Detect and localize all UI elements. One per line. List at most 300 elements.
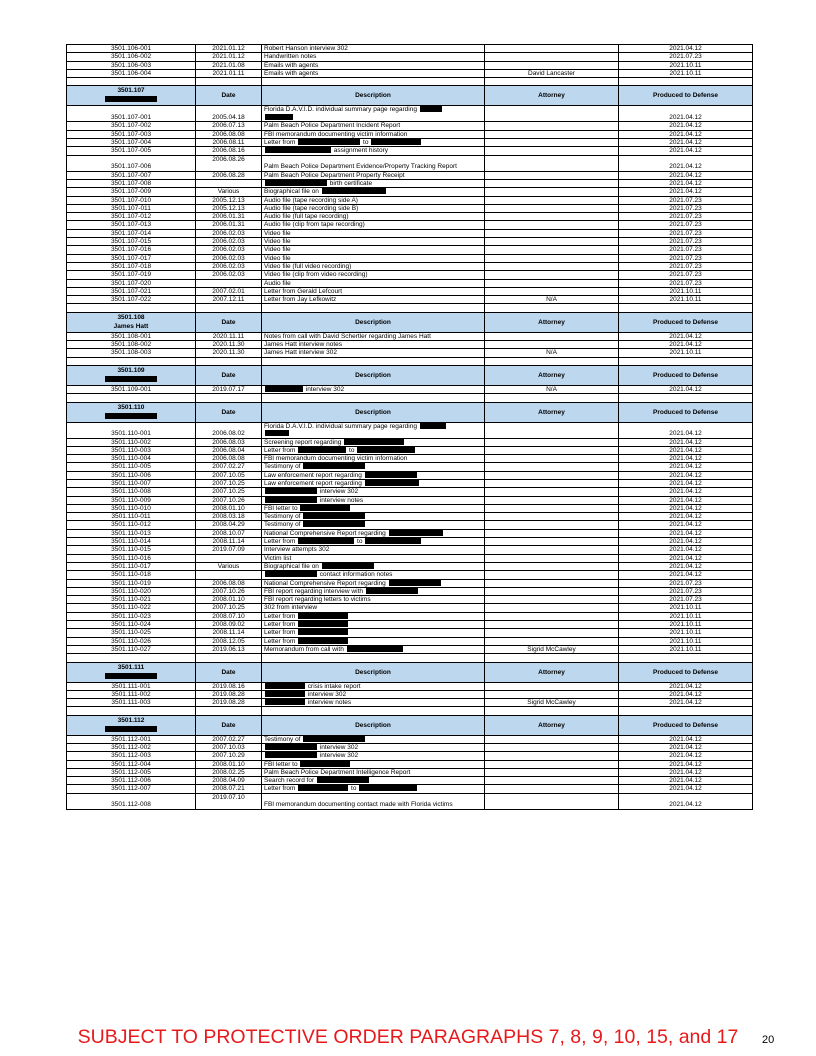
spacer-cell [619, 304, 753, 312]
exhibit-date: 2006.08.03 [196, 438, 262, 446]
description-text: Victim list [264, 554, 292, 562]
exhibit-description [262, 529, 485, 537]
exhibit-date: 2006.08.02 [196, 422, 262, 438]
exhibit-id: 3501.110-022 [67, 604, 196, 612]
redaction-box [298, 629, 348, 635]
exhibit-date: 2006.02.03 [196, 271, 262, 279]
exhibit-attorney [485, 562, 619, 570]
exhibit-id: 3501.112-001 [67, 735, 196, 743]
produced-date: 2021.04.12 [619, 699, 753, 707]
exhibit-description [262, 287, 485, 295]
description-text: Robert Hanson interview 302 [264, 45, 348, 52]
description-text: Letter from [264, 637, 298, 645]
description-text: interview notes [318, 496, 364, 504]
exhibit-id: 3501.107-007 [67, 171, 196, 179]
produced-date: 2021.04.12 [619, 571, 753, 579]
exhibit-id: 3501.107-021 [67, 287, 196, 295]
produced-date: 2021.07.23 [619, 238, 753, 246]
section-id-cell [67, 662, 196, 682]
redaction-box [303, 463, 365, 469]
description-text: Search record for [264, 777, 317, 785]
description-text: assignment history [332, 147, 388, 155]
redaction-box [298, 638, 348, 644]
exhibit-date: 2008.02.25 [196, 768, 262, 776]
exhibit-attorney [485, 61, 619, 69]
redaction-box [365, 472, 417, 478]
table-row [67, 546, 753, 554]
exhibit-description [262, 254, 485, 262]
produced-date: 2021.10.11 [619, 296, 753, 304]
exhibit-attorney: Sigrid McCawley [485, 645, 619, 653]
exhibit-id: 3501.110-001 [67, 422, 196, 438]
exhibit-id: 3501.107-009 [67, 188, 196, 196]
exhibit-id: 3501.110-003 [67, 446, 196, 454]
produced-date: 2021.10.11 [619, 69, 753, 77]
table-row [67, 690, 753, 698]
section-id-cell [67, 86, 196, 106]
description-text: to [361, 139, 371, 147]
exhibit-date: 2008.01.10 [196, 596, 262, 604]
description-text: James Hatt interview 302 [264, 349, 337, 357]
description-header: Description [262, 715, 485, 735]
exhibit-description [262, 682, 485, 690]
produced-date: 2021.04.12 [619, 471, 753, 479]
table-row [67, 61, 753, 69]
produced-date: 2021.04.12 [619, 463, 753, 471]
redaction-box [265, 180, 327, 186]
exhibit-date: 2019.07.09 [196, 546, 262, 554]
exhibit-id: 3501.112-007 [67, 785, 196, 793]
exhibit-attorney [485, 793, 619, 809]
produced-date: 2021.04.12 [619, 546, 753, 554]
redaction-box [347, 646, 403, 652]
description-text: interview 302 [318, 488, 359, 496]
table-row [67, 752, 753, 760]
produced-date: 2021.04.12 [619, 513, 753, 521]
description-text: to [355, 538, 365, 546]
exhibit-date: 2021.01.12 [196, 45, 262, 53]
section-header-row [67, 365, 753, 385]
exhibit-date: 2006.08.26 [196, 155, 262, 171]
exhibit-id: 3501.107-017 [67, 254, 196, 262]
exhibit-attorney [485, 768, 619, 776]
spacer-cell [485, 304, 619, 312]
exhibit-description [262, 504, 485, 512]
exhibit-description [262, 130, 485, 138]
exhibit-id: 3501.110-026 [67, 637, 196, 645]
exhibit-attorney [485, 554, 619, 562]
produced-date: 2021.10.11 [619, 612, 753, 620]
table-row [67, 513, 753, 521]
produced-date: 2021.04.12 [619, 341, 753, 349]
produced-date: 2021.04.12 [619, 155, 753, 171]
section-id-cell [67, 312, 196, 332]
table-row [67, 496, 753, 504]
redaction-box [359, 785, 417, 791]
table-row [67, 682, 753, 690]
exhibit-description [262, 562, 485, 570]
description-text: Testimony of [264, 735, 303, 743]
description-text: Letter from Jay Lefkowitz [264, 296, 337, 304]
table-row [67, 479, 753, 487]
exhibit-date: 2008.10.07 [196, 529, 262, 537]
exhibit-date: 2005.04.18 [196, 106, 262, 122]
exhibit-date: 2006.08.11 [196, 139, 262, 147]
exhibit-description [262, 479, 485, 487]
document-page [66, 44, 752, 810]
exhibit-id: 3501.110-006 [67, 471, 196, 479]
section-subtitle: James Hatt [113, 322, 149, 330]
description-text: contact information notes [318, 571, 393, 579]
exhibit-description [262, 496, 485, 504]
date-header: Date [196, 312, 262, 332]
exhibit-date: 2007.10.25 [196, 479, 262, 487]
exhibit-attorney [485, 471, 619, 479]
exhibit-date: 2006.02.03 [196, 229, 262, 237]
description-text: Letter from [264, 139, 298, 147]
exhibit-date: 2008.12.05 [196, 637, 262, 645]
description-text: Audio file [264, 279, 291, 287]
produced-date: 2021.10.11 [619, 287, 753, 295]
table-row [67, 229, 753, 237]
description-text: interview 302 [318, 752, 359, 760]
exhibit-id: 3501.107-019 [67, 271, 196, 279]
produced-date: 2021.10.11 [619, 61, 753, 69]
exhibit-attorney [485, 735, 619, 743]
produced-header: Produced to Defense [619, 662, 753, 682]
exhibit-attorney [485, 229, 619, 237]
section-id-cell [67, 715, 196, 735]
exhibit-attorney [485, 271, 619, 279]
exhibit-date [196, 554, 262, 562]
exhibit-id: 3501.107-016 [67, 246, 196, 254]
exhibit-description [262, 279, 485, 287]
description-text: Palm Beach Police Department Intelligence Report [264, 768, 411, 776]
produced-header: Produced to Defense [619, 715, 753, 735]
produced-date: 2021.10.11 [619, 645, 753, 653]
exhibit-id: 3501.110-018 [67, 571, 196, 579]
spacer-cell [67, 357, 196, 365]
section-spacer [67, 654, 753, 662]
produced-date: 2021.07.23 [619, 596, 753, 604]
exhibit-description [262, 645, 485, 653]
exhibit-id: 3501.112-002 [67, 744, 196, 752]
exhibit-description [262, 455, 485, 463]
exhibit-attorney [485, 171, 619, 179]
table-row [67, 332, 753, 340]
table-row [67, 106, 753, 122]
exhibit-description [262, 587, 485, 595]
exhibit-attorney [485, 122, 619, 130]
table-row [67, 735, 753, 743]
spacer-cell [196, 357, 262, 365]
section-id: 3501.112 [117, 716, 145, 724]
description-header: Description [262, 312, 485, 332]
redaction-box [371, 139, 421, 145]
description-text: interview 302 [306, 690, 347, 698]
produced-date: 2021.07.23 [619, 221, 753, 229]
description-text: National Comprehensive Report regarding [264, 529, 388, 537]
spacer-cell [262, 394, 485, 402]
description-text: Handwritten notes [264, 53, 317, 61]
exhibit-description [262, 238, 485, 246]
exhibit-attorney [485, 682, 619, 690]
produced-date: 2021.04.12 [619, 455, 753, 463]
table-row [67, 262, 753, 270]
description-text: interview 302 [318, 744, 359, 751]
description-text: FBI memorandum documenting victim information [264, 130, 408, 138]
exhibit-id: 3501.112-006 [67, 777, 196, 785]
redaction-box [265, 114, 293, 120]
spacer-cell [262, 304, 485, 312]
section-spacer [67, 357, 753, 365]
description-text: Palm Beach Police Department Evidence/Property Tracking Report [264, 163, 457, 171]
redaction-box [420, 423, 446, 429]
table-row [67, 254, 753, 262]
exhibit-date: Various [196, 188, 262, 196]
produced-date: 2021.04.12 [619, 139, 753, 147]
exhibit-attorney [485, 637, 619, 645]
exhibit-id: 3501.110-020 [67, 587, 196, 595]
exhibit-attorney [485, 785, 619, 793]
exhibit-id: 3501.107-022 [67, 296, 196, 304]
table-row [67, 596, 753, 604]
produced-date: 2021.07.23 [619, 254, 753, 262]
table-row [67, 271, 753, 279]
exhibit-attorney [485, 488, 619, 496]
table-row [67, 196, 753, 204]
exhibit-description [262, 179, 485, 187]
description-header: Description [262, 365, 485, 385]
exhibit-date [196, 179, 262, 187]
exhibit-attorney [485, 596, 619, 604]
produced-date: 2021.07.23 [619, 213, 753, 221]
redaction-box [105, 673, 157, 679]
description-text: James Hatt interview notes [264, 341, 343, 349]
exhibit-attorney [485, 538, 619, 546]
spacer-cell [67, 707, 196, 715]
redaction-box [298, 139, 360, 145]
exhibit-date: 2008.07.10 [196, 612, 262, 620]
exhibit-description [262, 629, 485, 637]
exhibit-id: 3501.110-015 [67, 546, 196, 554]
exhibit-id: 3501.107-018 [67, 262, 196, 270]
produced-date: 2021.04.12 [619, 446, 753, 454]
exhibit-date: 2008.01.10 [196, 760, 262, 768]
exhibit-id: 3501.109-001 [67, 385, 196, 393]
produced-date: 2021.04.12 [619, 479, 753, 487]
exhibit-attorney [485, 629, 619, 637]
redaction-box [265, 683, 305, 689]
exhibit-attorney [485, 196, 619, 204]
produced-date: 2021.07.23 [619, 279, 753, 287]
table-row [67, 579, 753, 587]
produced-date: 2021.04.12 [619, 735, 753, 743]
description-text: Interview attempts 302 [264, 546, 330, 554]
exhibit-description [262, 471, 485, 479]
redaction-box [317, 777, 369, 783]
spacer-cell [196, 707, 262, 715]
exhibit-date [196, 571, 262, 579]
exhibit-attorney [485, 463, 619, 471]
table-row [67, 69, 753, 77]
exhibit-attorney [485, 496, 619, 504]
exhibit-description [262, 188, 485, 196]
exhibit-date: 2008.07.21 [196, 785, 262, 793]
produced-date: 2021.10.11 [619, 349, 753, 357]
description-text: Audio file (tape recording side B) [264, 204, 359, 212]
exhibit-description [262, 122, 485, 130]
table-row [67, 296, 753, 304]
exhibit-id: 3501.111-002 [67, 690, 196, 698]
description-text: Video file [264, 254, 291, 262]
attorney-header: Attorney [485, 402, 619, 422]
table-row [67, 45, 753, 53]
produced-date: 2021.07.23 [619, 229, 753, 237]
exhibit-attorney [485, 287, 619, 295]
exhibit-description [262, 296, 485, 304]
description-text: interview 302 [304, 385, 345, 393]
exhibit-attorney [485, 587, 619, 595]
produced-date: 2021.07.23 [619, 53, 753, 61]
page-number: 20 [762, 1034, 775, 1046]
exhibit-description [262, 385, 485, 393]
table-row [67, 504, 753, 512]
exhibit-attorney [485, 279, 619, 287]
section-spacer [67, 707, 753, 715]
section-header-row [67, 86, 753, 106]
produced-date: 2021.04.12 [619, 122, 753, 130]
exhibit-date: 2007.10.25 [196, 488, 262, 496]
exhibit-attorney: N/A [485, 385, 619, 393]
exhibit-id: 3501.110-012 [67, 521, 196, 529]
exhibit-description [262, 612, 485, 620]
produced-date: 2021.04.12 [619, 385, 753, 393]
exhibit-date: 2008.11.14 [196, 538, 262, 546]
exhibit-attorney [485, 179, 619, 187]
produced-date: 2021.07.23 [619, 204, 753, 212]
exhibit-id: 3501.111-001 [67, 682, 196, 690]
table-row [67, 53, 753, 61]
exhibit-attorney [485, 53, 619, 61]
exhibit-date: 2006.08.16 [196, 147, 262, 155]
description-text: Letter from Gerald Lefcourt [264, 287, 343, 295]
description-text: Testimony of [264, 463, 303, 471]
redaction-box [300, 761, 350, 767]
description-text: Video file [264, 238, 291, 246]
table-row [67, 446, 753, 454]
exhibit-attorney [485, 455, 619, 463]
section-id: 3501.107 [117, 87, 145, 95]
exhibit-description [262, 139, 485, 147]
produced-date: 2021.04.12 [619, 171, 753, 179]
description-text: Law enforcement report regarding [264, 471, 364, 479]
spacer-cell [262, 357, 485, 365]
description-text: FBI memorandum documenting victim information [264, 455, 408, 463]
table-row [67, 279, 753, 287]
exhibit-date: 2019.08.16 [196, 682, 262, 690]
description-text: Notes from call with David Schertler regarding James Hatt [264, 332, 431, 340]
spacer-cell [67, 304, 196, 312]
section-header-row [67, 312, 753, 332]
table-row [67, 204, 753, 212]
table-row [67, 246, 753, 254]
exhibit-date: 2020.11.30 [196, 349, 262, 357]
exhibit-id: 3501.107-001 [67, 106, 196, 122]
exhibit-attorney [485, 341, 619, 349]
exhibit-attorney [485, 546, 619, 554]
description-text: Emails with agents [264, 69, 319, 77]
spacer-cell [619, 707, 753, 715]
produced-date: 2021.04.12 [619, 554, 753, 562]
exhibit-description [262, 752, 485, 760]
description-text: Letter from [264, 785, 298, 793]
exhibit-description [262, 422, 485, 438]
exhibit-attorney [485, 254, 619, 262]
exhibit-attorney [485, 204, 619, 212]
description-text: crisis intake report [306, 682, 361, 690]
exhibit-attorney [485, 612, 619, 620]
produced-date: 2021.07.23 [619, 271, 753, 279]
exhibit-id: 3501.110-011 [67, 513, 196, 521]
table-row [67, 571, 753, 579]
produced-date: 2021.04.12 [619, 488, 753, 496]
redaction-box [265, 147, 331, 153]
table-row [67, 147, 753, 155]
redaction-box [265, 497, 317, 503]
exhibit-date: 2006.07.13 [196, 122, 262, 130]
table-row [67, 793, 753, 809]
exhibit-date [196, 279, 262, 287]
exhibit-id: 3501.107-011 [67, 204, 196, 212]
exhibit-attorney [485, 752, 619, 760]
redaction-box [105, 413, 157, 419]
exhibit-attorney [485, 130, 619, 138]
exhibit-description [262, 45, 485, 53]
produced-date: 2021.04.12 [619, 785, 753, 793]
exhibit-id: 3501.110-017 [67, 562, 196, 570]
exhibit-date: 2008.04.09 [196, 777, 262, 785]
attorney-header: Attorney [485, 312, 619, 332]
redaction-box [389, 530, 443, 536]
description-text: Emails with agents [264, 61, 319, 69]
exhibit-description [262, 554, 485, 562]
spacer-cell [67, 394, 196, 402]
produced-date: 2021.04.12 [619, 45, 753, 53]
exhibit-id: 3501.110-007 [67, 479, 196, 487]
exhibit-attorney [485, 147, 619, 155]
exhibit-date: 2019.08.28 [196, 690, 262, 698]
section-header-row [67, 402, 753, 422]
exhibit-date: Various [196, 562, 262, 570]
exhibit-id: 3501.112-008 [67, 793, 196, 809]
exhibit-date: 2006.08.04 [196, 446, 262, 454]
produced-header: Produced to Defense [619, 86, 753, 106]
spacer-cell [619, 394, 753, 402]
exhibit-date: 2006.02.03 [196, 246, 262, 254]
section-spacer [67, 78, 753, 86]
redaction-box [322, 563, 374, 569]
redaction-box [105, 376, 157, 382]
exhibit-date: 2007.02.27 [196, 735, 262, 743]
spacer-cell [619, 357, 753, 365]
produced-header: Produced to Defense [619, 312, 753, 332]
exhibit-date: 2008.03.18 [196, 513, 262, 521]
exhibit-date: 2019.06.13 [196, 645, 262, 653]
produced-date: 2021.04.12 [619, 130, 753, 138]
exhibit-description [262, 213, 485, 221]
exhibit-log-table [66, 44, 753, 810]
